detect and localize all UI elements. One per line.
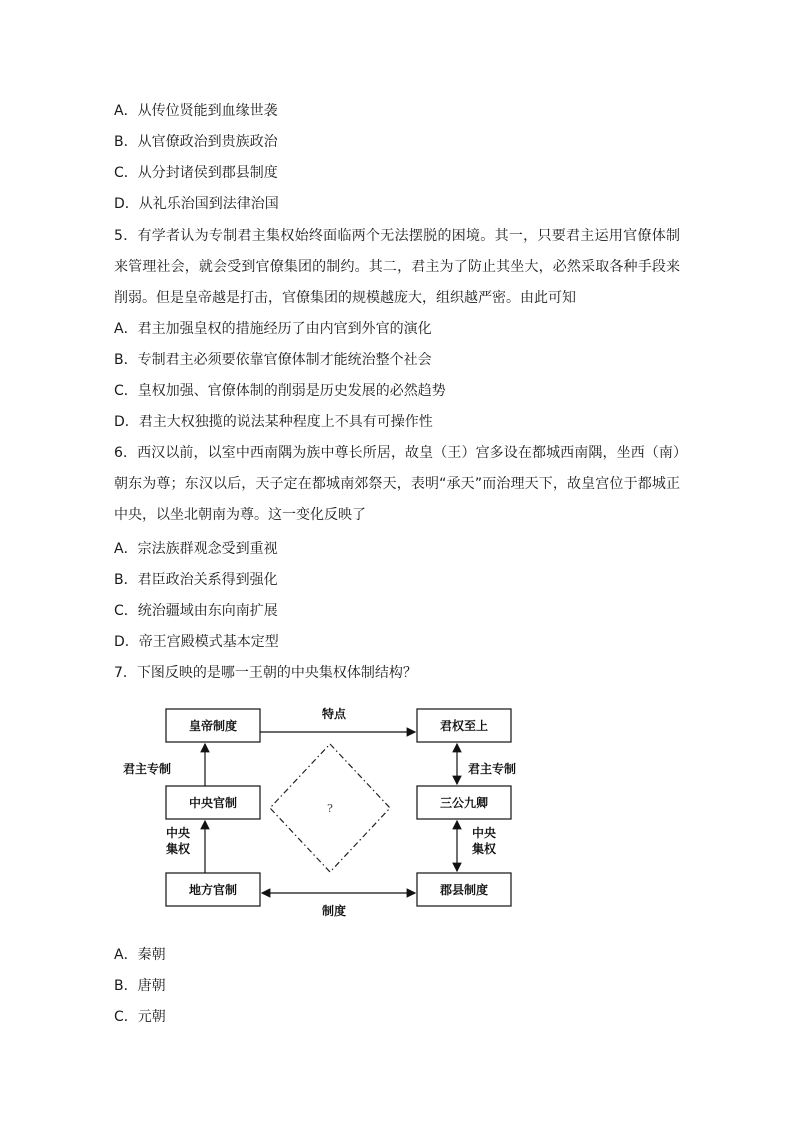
q7-option-a: A．秦朝	[114, 947, 166, 963]
q4-option-b: B．从官僚政治到贵族政治	[114, 134, 278, 150]
label-right-central-2: 集权	[472, 842, 497, 856]
q6-option-b: B．君臣政治关系得到强化	[114, 572, 278, 588]
box-supreme-power-label: 君权至上	[439, 719, 489, 733]
structure-diagram	[120, 700, 540, 925]
label-left-central-2: 集权	[166, 842, 191, 856]
q4-option-d: D．从礼乐治国到法律治国	[114, 196, 279, 212]
label-right-central-1: 中央	[472, 826, 497, 840]
label-left-autocracy: 君主专制	[123, 762, 172, 776]
q6-stem: 6．西汉以前，以室中西南隅为族中尊长所居，故皇（王）宫多设在都城西南隅，坐西（南）朝东为尊；东汉以后，天子定在都城南郊祭天，表明“承天”而治理天下，故皇宫位于都城正中央，以坐北朝南为尊。这一变化反映了	[114, 445, 680, 523]
q6-option-c: C．统治疆域由东向南扩展	[114, 603, 278, 619]
label-left-central-1: 中央	[166, 826, 191, 840]
box-local-officials-label: 地方官制	[188, 883, 238, 897]
q7-option-b: B．唐朝	[114, 978, 166, 994]
q4-option-c: C．从分封诸侯到郡县制度	[114, 165, 278, 181]
q4-option-a: A．从传位贤能到血缘世袭	[114, 103, 278, 119]
q6-option-d: D．帝王宫殿模式基本定型	[114, 634, 279, 650]
q5-option-a: A．君主加强皇权的措施经历了由内官到外官的演化	[114, 321, 432, 337]
box-central-officials-label: 中央官制	[188, 796, 238, 810]
q6-option-a: A．宗法族群观念受到重视	[114, 541, 278, 557]
q5-option-c: C．皇权加强、官僚体制的削弱是历史发展的必然趋势	[114, 383, 446, 399]
center-question-mark: ?	[327, 802, 333, 815]
box-county-system-label: 郡县制度	[439, 883, 489, 897]
q5-stem: 5．有学者认为专制君主集权始终面临两个无法摆脱的困境。其一，只要君主运用官僚体制来管理社会，就会受到官僚集团的制约。其二，君主为了防止其坐大，必然采取各种手段来削弱。但是皇帝越是打击，官僚集团的规模越庞大，组织越严密。由此可知	[114, 228, 680, 306]
q5-option-d: D．君主大权独揽的说法某种程度上不具有可操作性	[114, 414, 433, 430]
q7-option-c: C．元朝	[114, 1009, 166, 1025]
q7-stem: 7．下图反映的是哪一王朝的中央集权体制结构？	[114, 665, 417, 681]
label-right-autocracy: 君主专制	[468, 762, 517, 776]
box-emperor-system-label: 皇帝制度	[188, 719, 238, 733]
box-sangong-jiuqing-label: 三公九卿	[439, 796, 489, 810]
label-feature: 特点	[321, 707, 347, 721]
label-system: 制度	[321, 904, 347, 918]
q5-option-b: B．专制君主必须要依靠官僚体制才能统治整个社会	[114, 352, 432, 368]
